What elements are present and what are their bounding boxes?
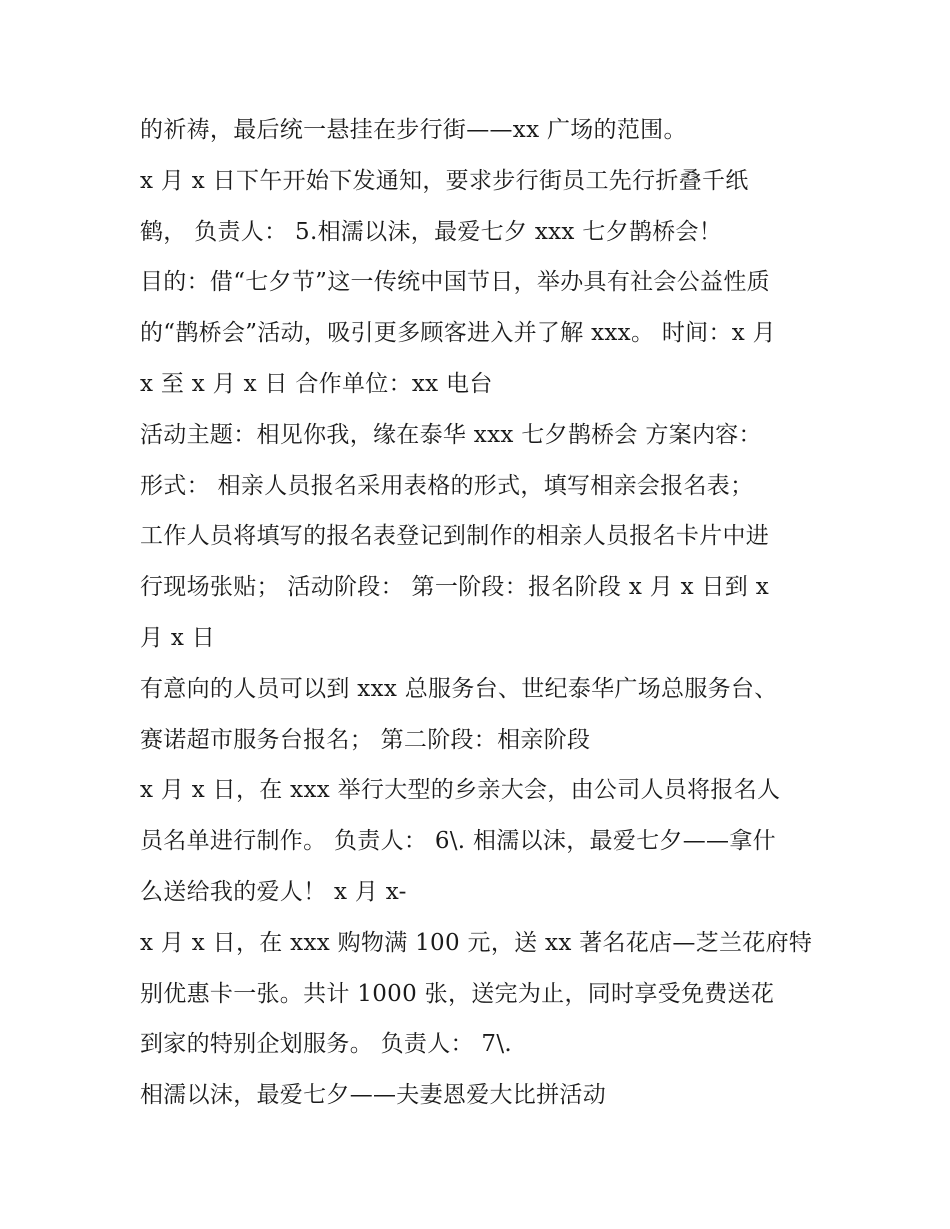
text-line: 的“鹊桥会”活动，吸引更多顾客进入并了解 xxx。 时间：x 月 <box>140 320 776 347</box>
text-line: 月 x 日 <box>140 624 216 651</box>
text-line: 有意向的人员可以到 xxx 总服务台、世纪泰华广场总服务台、 <box>140 675 778 702</box>
text-line: 么送给我的爱人！ x 月 x- <box>140 878 407 905</box>
text-line: x 至 x 月 x 日 合作单位：xx 电台 <box>140 370 493 397</box>
text-line: 工作人员将填写的报名表登记到制作的相亲人员报名卡片中进 <box>140 523 770 550</box>
text-line: x 月 x 日下午开始下发通知，要求步行街员工先行折叠千纸 <box>140 167 749 194</box>
text-line: 到家的特别企划服务。 负责人： 7\. <box>140 1031 513 1058</box>
text-line: 目的：借“七夕节”这一传统中国节日，举办具有社会公益性质 <box>140 269 770 296</box>
text-line: 活动主题：相见你我，缘在泰华 xxx 七夕鹊桥会 方案内容： <box>140 421 762 448</box>
text-line: 行现场张贴； 活动阶段： 第一阶段：报名阶段 x 月 x 日到 x <box>140 574 769 601</box>
text-line: 赛诺超市服务台报名； 第二阶段：相亲阶段 <box>140 726 591 753</box>
text-line: 别优惠卡一张。共计 1000 张，送完为止，同时享受免费送花 <box>140 980 775 1007</box>
text-line: 的祈祷，最后统一悬挂在步行街——xx 广场的范围。 <box>140 117 687 143</box>
document-body <box>140 108 830 1124</box>
text-line: 鹤， 负责人： 5.相濡以沫，最爱七夕 xxx 七夕鹊桥会！ <box>140 218 723 245</box>
text-line: x 月 x 日，在 xxx 举行大型的乡亲大会，由公司人员将报名人 <box>140 777 781 804</box>
text-line: 员名单进行制作。 负责人： 6\. 相濡以沫，最爱七夕——拿什 <box>140 828 776 855</box>
text-line: x 月 x 日，在 xxx 购物满 100 元，送 xx 著名花店—芝兰花府特 <box>140 929 813 956</box>
text-line: 相濡以沫，最爱七夕——夫妻恩爱大比拼活动 <box>140 1082 606 1109</box>
text-line: 形式： 相亲人员报名采用表格的形式，填写相亲会报名表； <box>140 472 754 499</box>
